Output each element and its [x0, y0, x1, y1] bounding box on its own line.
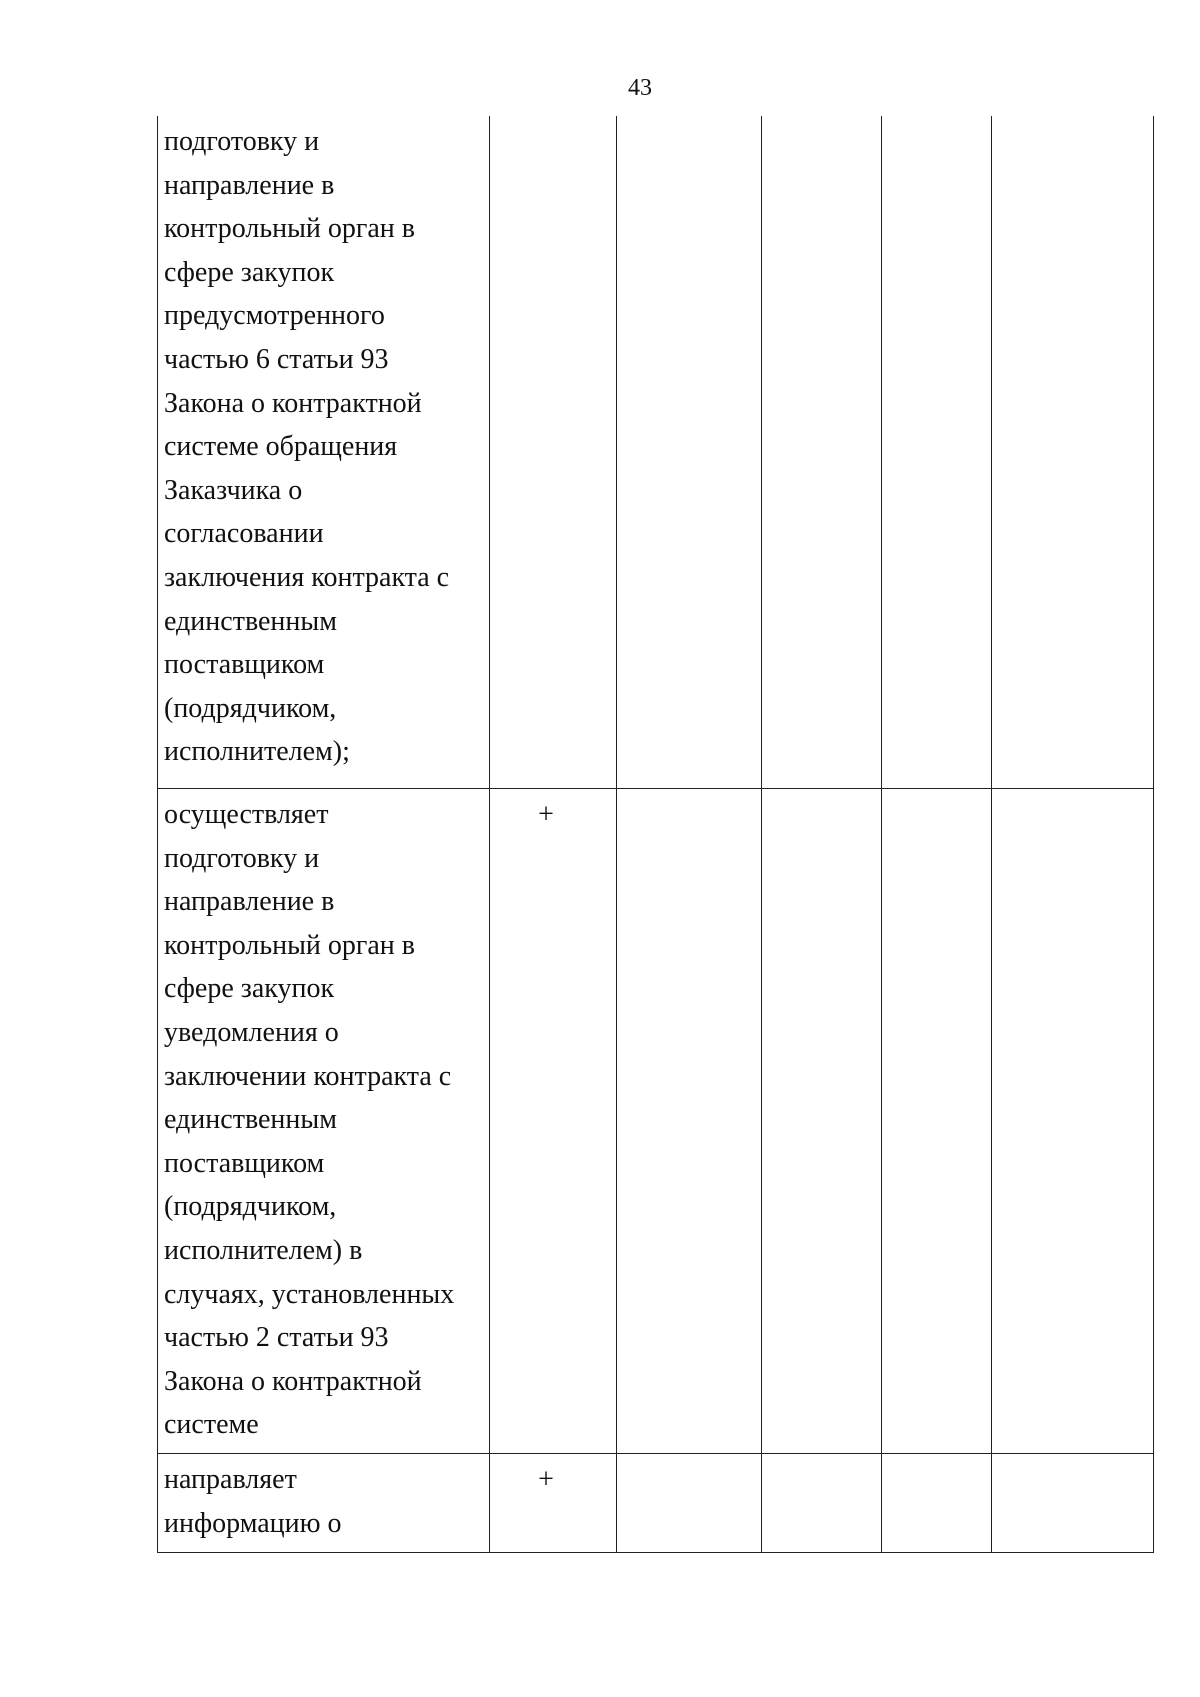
row-description: осуществляет подготовку и направление в контрольный орган в сфере закупок уведомления о заключении контракта с единственным поставщиком (подрядчиком, исполнителем) в случаях, установленных частью 2 статьи 93 Закона о контрактной системе [164, 799, 455, 1441]
table-cell-mark [490, 789, 617, 1454]
row-mark [882, 116, 991, 120]
row-mark [762, 116, 881, 120]
row-mark [882, 1454, 991, 1458]
table-cell-mark [762, 789, 882, 1454]
table-cell-mark [992, 116, 1154, 789]
row-mark [762, 1454, 881, 1458]
plus-mark: + [538, 1464, 554, 1495]
row-mark [882, 789, 991, 793]
row-mark [617, 1454, 761, 1458]
row-mark [762, 789, 881, 793]
table-cell-mark [490, 1454, 617, 1553]
row-mark [617, 789, 761, 793]
table-cell-mark [992, 789, 1154, 1454]
table-cell-mark [762, 116, 882, 789]
table-cell-mark [490, 116, 617, 789]
plus-mark: + [538, 799, 554, 830]
table-row [158, 1454, 1154, 1553]
table-cell-mark [617, 116, 762, 789]
table-row [158, 116, 1154, 789]
table-cell-description [158, 789, 490, 1454]
row-mark [490, 116, 616, 120]
table-cell-description [158, 1454, 490, 1553]
table-cell-mark [992, 1454, 1154, 1553]
table-cell-mark [882, 789, 992, 1454]
row-description: подготовку и направление в контрольный орган в сфере закупок предусмотренного частью 6 статьи 93 Закона о контрактной системе обращения Заказчика о согласовании заключения контракта с единственным поставщиком (подрядчиком, исполнителем); [164, 126, 450, 768]
responsibility-table [157, 116, 1154, 1553]
row-mark [617, 116, 761, 120]
row-description: направляет информацию о [164, 1464, 342, 1539]
table-cell-mark [617, 789, 762, 1454]
table-cell-mark [617, 1454, 762, 1553]
page-number: 43 [628, 75, 652, 101]
table-cell-mark [882, 116, 992, 789]
row-mark [992, 116, 1153, 120]
table-cell-mark [762, 1454, 882, 1553]
table-cell-mark [882, 1454, 992, 1553]
row-mark [992, 1454, 1153, 1458]
row-mark [992, 789, 1153, 793]
table-row [158, 789, 1154, 1454]
table-cell-description [158, 116, 490, 789]
